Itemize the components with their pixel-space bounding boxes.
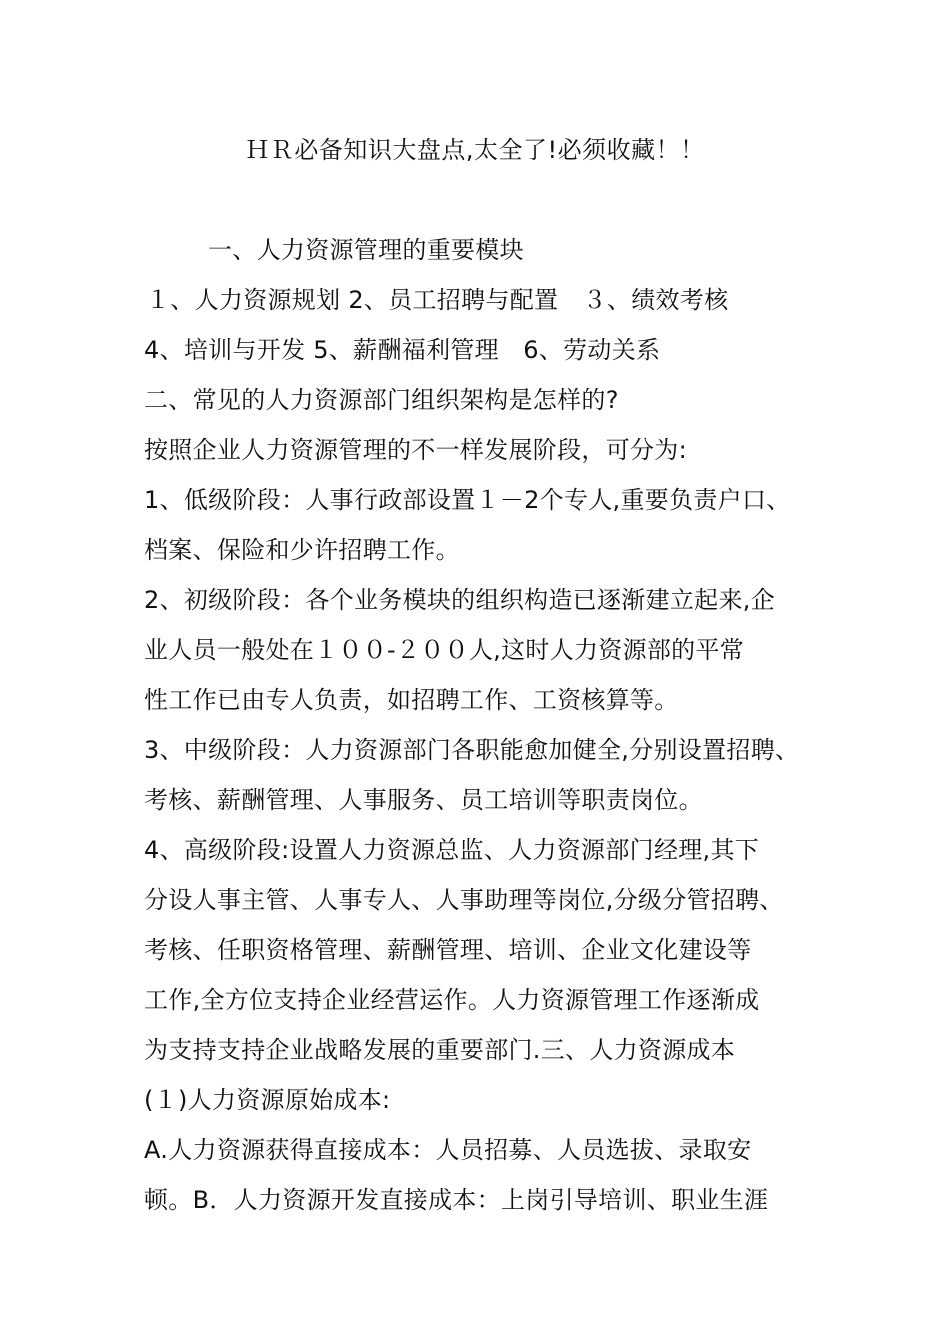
body-line: 顿。B．人力资源开发直接成本：上岗引导培训、职业生涯 <box>144 1186 769 1214</box>
body-line: 性工作已由专人负责，如招聘工作、工资核算等。 <box>144 686 679 714</box>
body-line-module-list-1: １、人力资源规划 2、员工招聘与配置 ３、绩效考核 <box>146 286 729 314</box>
document-title: ＨＲ必备知识大盘点,太全了!必须收藏！！ <box>245 136 705 164</box>
body-line-section-3-start: 为支持支持企业战略发展的重要部门.三、人力资源成本 <box>144 1036 736 1064</box>
subsection-heading: (１)人力资源原始成本: <box>144 1086 391 1114</box>
body-line: 业人员一般处在１００-２００人,这时人力资源部的平常 <box>144 636 745 664</box>
body-line: 4、高级阶段:设置人力资源总监、人力资源部门经理,其下 <box>144 836 760 864</box>
section-heading-2: 二、常见的人力资源部门组织架构是怎样的? <box>144 386 619 414</box>
body-line: 1、低级阶段：人事行政部设置１－2个专人,重要负责户口、 <box>144 486 791 514</box>
section-heading-1: 一、人力资源管理的重要模块 <box>208 236 524 264</box>
body-line: A.人力资源获得直接成本：人员招募、人员选拔、录取安 <box>144 1136 752 1164</box>
body-line: 档案、保险和少许招聘工作。 <box>144 536 460 564</box>
body-line: 考核、薪酬管理、人事服务、员工培训等职责岗位。 <box>144 786 703 814</box>
body-line: 按照企业人力资源管理的不一样发展阶段，可分为: <box>144 436 687 464</box>
body-line: 工作,全方位支持企业经营运作。人力资源管理工作逐渐成 <box>144 986 760 1014</box>
body-line: 分设人事主管、人事专人、人事助理等岗位,分级分管招聘、 <box>144 886 784 914</box>
body-line-module-list-2: 4、培训与开发 5、薪酬福利管理 6、劳动关系 <box>144 336 661 364</box>
body-line: 3、中级阶段：人力资源部门各职能愈加健全,分别设置招聘、 <box>144 736 800 764</box>
body-line: 2、初级阶段：各个业务模块的组织构造已逐渐建立起来,企 <box>144 586 775 614</box>
body-line: 考核、任职资格管理、薪酬管理、培训、企业文化建设等 <box>144 936 752 964</box>
